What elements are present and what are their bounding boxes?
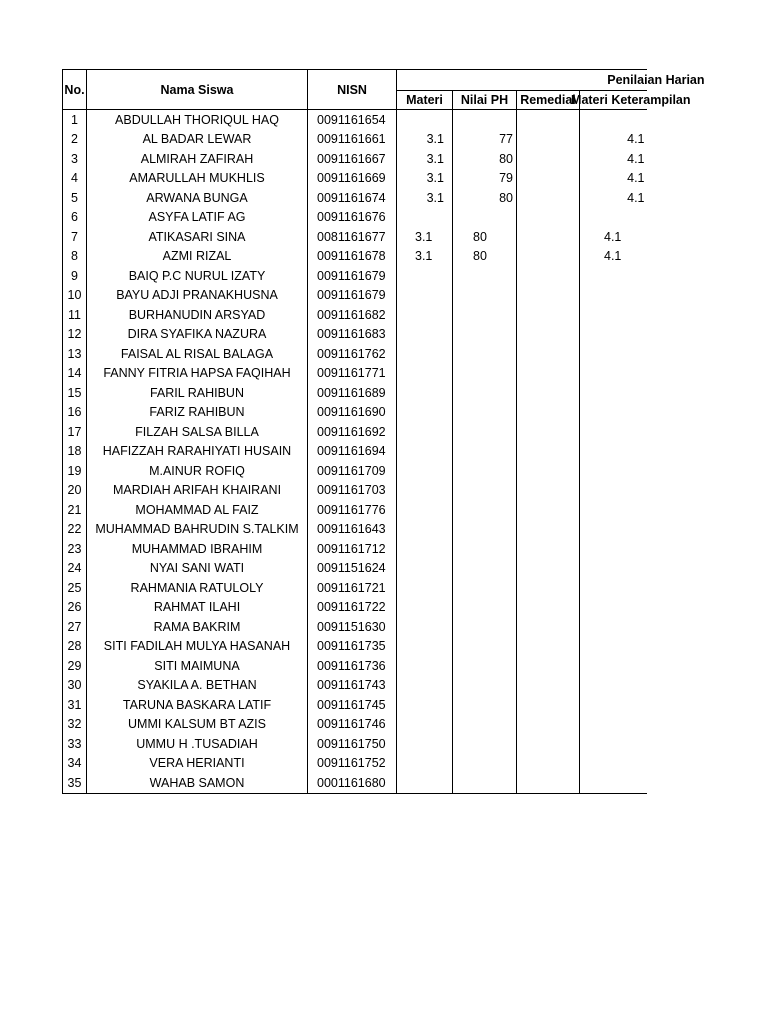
cell-nama-siswa[interactable]: FANNY FITRIA HAPSA FAQIHAH	[87, 364, 308, 384]
header-materi: Materi	[397, 91, 453, 110]
table-row[interactable]	[63, 715, 647, 735]
cell-no[interactable]: 30	[63, 676, 87, 696]
cell-no[interactable]: 12	[63, 325, 87, 345]
cell-materi-keterampilan[interactable]	[580, 500, 647, 520]
cell-remedial[interactable]	[517, 676, 580, 696]
cell-no[interactable]: 31	[63, 695, 87, 715]
cell-nama-siswa[interactable]: HAFIZZAH RARAHIYATI HUSAIN	[87, 442, 308, 462]
cell-nilai-ph[interactable]: 80	[453, 188, 517, 208]
cell-nisn[interactable]: 0091161676	[308, 208, 397, 228]
table-row[interactable]	[63, 461, 647, 481]
cell-nisn[interactable]: 0091161746	[308, 715, 397, 735]
cell-materi-keterampilan[interactable]	[580, 481, 647, 501]
cell-nama-siswa[interactable]: ARWANA BUNGA	[87, 188, 308, 208]
cell-materi-keterampilan[interactable]	[580, 773, 647, 793]
cell-remedial[interactable]	[517, 305, 580, 325]
cell-materi[interactable]	[397, 286, 453, 306]
cell-no[interactable]: 33	[63, 734, 87, 754]
cell-materi-keterampilan[interactable]	[580, 656, 647, 676]
cell-remedial[interactable]	[517, 715, 580, 735]
cell-materi-keterampilan[interactable]: 4.1	[627, 151, 645, 166]
cell-nisn[interactable]: 0091161661	[308, 130, 397, 150]
header-materi-keterampilan	[571, 91, 691, 110]
cell-nisn[interactable]: 0091161692	[308, 422, 397, 442]
table-row[interactable]	[63, 403, 647, 423]
table-row[interactable]	[63, 559, 647, 579]
cell-materi[interactable]	[397, 266, 453, 286]
cell-nilai-ph[interactable]	[453, 481, 517, 501]
cell-remedial[interactable]	[517, 461, 580, 481]
cell-nisn[interactable]: 0091161690	[308, 403, 397, 423]
cell-no[interactable]: 35	[63, 773, 87, 793]
cell-nama-siswa[interactable]: AMARULLAH MUKHLIS	[87, 169, 308, 189]
cell-materi[interactable]	[397, 500, 453, 520]
cell-materi[interactable]: 3.1	[397, 188, 453, 208]
cell-nisn[interactable]: 0091161703	[308, 481, 397, 501]
cell-materi[interactable]	[397, 734, 453, 754]
cell-materi[interactable]: 3.1	[397, 247, 453, 267]
header-penilaian-harian-text: Penilaian Harian	[607, 73, 705, 87]
cell-remedial[interactable]	[517, 383, 580, 403]
cell-remedial[interactable]	[517, 637, 580, 657]
cell-materi-keterampilan[interactable]: 4.1	[604, 229, 622, 244]
cell-materi[interactable]	[397, 754, 453, 774]
cell-materi[interactable]: 3.1	[397, 227, 453, 247]
table-row[interactable]	[63, 149, 647, 169]
table-row[interactable]	[63, 676, 647, 696]
cell-materi-keterampilan[interactable]	[580, 598, 647, 618]
cell-nama-siswa[interactable]: M.AINUR ROFIQ	[87, 461, 308, 481]
cell-no[interactable]: 27	[63, 617, 87, 637]
table-row[interactable]	[63, 325, 647, 345]
cell-nama-siswa[interactable]: ALMIRAH ZAFIRAH	[87, 149, 308, 169]
cell-materi-keterampilan[interactable]	[580, 461, 647, 481]
cell-nilai-ph[interactable]	[453, 656, 517, 676]
cell-remedial[interactable]	[517, 598, 580, 618]
header-remedial: Remedial	[517, 91, 580, 110]
cell-nilai-ph[interactable]	[453, 617, 517, 637]
cell-nilai-ph[interactable]	[453, 754, 517, 774]
cell-remedial[interactable]	[517, 247, 580, 267]
cell-materi-keterampilan[interactable]	[580, 266, 647, 286]
cell-nisn[interactable]: 0091161679	[308, 266, 397, 286]
cell-nama-siswa[interactable]: RAMA BAKRIM	[87, 617, 308, 637]
cell-nisn[interactable]: 0091161683	[308, 325, 397, 345]
table-row[interactable]	[63, 773, 647, 793]
cell-materi[interactable]	[397, 110, 453, 130]
cell-materi-keterampilan[interactable]: 4.1	[627, 190, 645, 205]
cell-no[interactable]: 7	[63, 227, 87, 247]
cell-nilai-ph[interactable]	[453, 695, 517, 715]
cell-remedial[interactable]	[517, 754, 580, 774]
table-row[interactable]	[63, 383, 647, 403]
cell-nama-siswa[interactable]: WAHAB SAMON	[87, 773, 308, 793]
cell-nilai-ph[interactable]	[453, 578, 517, 598]
cell-remedial[interactable]	[517, 130, 580, 150]
cell-nisn[interactable]: 0091151624	[308, 559, 397, 579]
cell-no[interactable]: 21	[63, 500, 87, 520]
cell-no[interactable]: 29	[63, 656, 87, 676]
cell-nilai-ph[interactable]	[453, 305, 517, 325]
cell-no[interactable]: 22	[63, 520, 87, 540]
cell-remedial[interactable]	[517, 169, 580, 189]
cell-nilai-ph[interactable]	[453, 286, 517, 306]
cell-nilai-ph[interactable]	[453, 520, 517, 540]
table-row[interactable]	[63, 344, 647, 364]
cell-remedial[interactable]	[517, 559, 580, 579]
cell-nisn[interactable]: 0091161674	[308, 188, 397, 208]
cell-nilai-ph[interactable]	[453, 325, 517, 345]
cell-remedial[interactable]	[517, 520, 580, 540]
cell-nilai-ph[interactable]	[453, 500, 517, 520]
cell-materi-keterampilan[interactable]	[580, 578, 647, 598]
cell-nama-siswa[interactable]: AZMI RIZAL	[87, 247, 308, 267]
table-row[interactable]	[63, 286, 647, 306]
cell-nama-siswa[interactable]: MUHAMMAD BAHRUDIN S.TALKIM	[87, 520, 308, 540]
cell-no[interactable]: 5	[63, 188, 87, 208]
cell-nama-siswa[interactable]: BAIQ P.C NURUL IZATY	[87, 266, 308, 286]
cell-materi-keterampilan[interactable]	[580, 539, 647, 559]
table-row[interactable]	[63, 734, 647, 754]
table-row[interactable]	[63, 637, 647, 657]
cell-nisn[interactable]: 0091161776	[308, 500, 397, 520]
cell-nilai-ph[interactable]	[453, 598, 517, 618]
cell-materi[interactable]	[397, 695, 453, 715]
cell-materi-keterampilan[interactable]: 4.1	[627, 132, 645, 147]
cell-remedial[interactable]	[517, 403, 580, 423]
cell-no[interactable]: 9	[63, 266, 87, 286]
cell-no[interactable]: 19	[63, 461, 87, 481]
cell-no[interactable]: 10	[63, 286, 87, 306]
cell-nisn[interactable]: 0091161709	[308, 461, 397, 481]
cell-nilai-ph[interactable]: 80	[453, 227, 517, 247]
cell-materi-keterampilan[interactable]	[580, 383, 647, 403]
cell-materi-keterampilan[interactable]	[580, 559, 647, 579]
cell-remedial[interactable]	[517, 734, 580, 754]
header-nilai-ph: Nilai PH	[453, 91, 517, 110]
table-row[interactable]	[63, 364, 647, 384]
cell-nama-siswa[interactable]: ATIKASARI SINA	[87, 227, 308, 247]
table-row[interactable]	[63, 617, 647, 637]
cell-no[interactable]: 17	[63, 422, 87, 442]
cell-no[interactable]: 34	[63, 754, 87, 774]
cell-no[interactable]: 14	[63, 364, 87, 384]
cell-nisn[interactable]: 0091161722	[308, 598, 397, 618]
cell-nisn[interactable]: 0091161735	[308, 637, 397, 657]
cell-nisn[interactable]: 0081161677	[308, 227, 397, 247]
cell-nisn[interactable]: 0091161643	[308, 520, 397, 540]
table-row[interactable]	[63, 539, 647, 559]
cell-nisn[interactable]: 0091161752	[308, 754, 397, 774]
cell-nilai-ph[interactable]	[453, 422, 517, 442]
cell-no[interactable]: 32	[63, 715, 87, 735]
cell-materi-keterampilan[interactable]	[580, 208, 647, 228]
cell-materi[interactable]	[397, 403, 453, 423]
cell-nisn[interactable]: 0091161745	[308, 695, 397, 715]
cell-no[interactable]: 2	[63, 130, 87, 150]
cell-nisn[interactable]: 0091161771	[308, 364, 397, 384]
grade-sheet	[62, 69, 705, 790]
cell-nilai-ph[interactable]	[453, 559, 517, 579]
cell-remedial[interactable]	[517, 578, 580, 598]
cell-nilai-ph[interactable]	[453, 715, 517, 735]
cell-remedial[interactable]	[517, 286, 580, 306]
table-row[interactable]	[63, 130, 647, 150]
table-row[interactable]	[63, 481, 647, 501]
header-nisn: NISN	[308, 70, 397, 110]
cell-materi[interactable]	[397, 383, 453, 403]
cell-nama-siswa[interactable]: BAYU ADJI PRANAKHUSNA	[87, 286, 308, 306]
table-row[interactable]	[63, 188, 647, 208]
cell-nilai-ph[interactable]	[453, 344, 517, 364]
table-row[interactable]	[63, 754, 647, 774]
cell-materi-keterampilan[interactable]	[580, 403, 647, 423]
cell-materi-keterampilan[interactable]: 4.1	[604, 249, 622, 264]
cell-nama-siswa[interactable]: SITI FADILAH MULYA HASANAH	[87, 637, 308, 657]
cell-materi[interactable]	[397, 539, 453, 559]
cell-materi[interactable]	[397, 461, 453, 481]
cell-materi-keterampilan[interactable]	[580, 325, 647, 345]
cell-nilai-ph[interactable]	[453, 266, 517, 286]
cell-remedial[interactable]	[517, 344, 580, 364]
cell-no[interactable]: 26	[63, 598, 87, 618]
cell-materi-keterampilan[interactable]	[580, 754, 647, 774]
cell-nisn[interactable]: 0091161762	[308, 344, 397, 364]
cell-nilai-ph[interactable]	[453, 734, 517, 754]
table-row[interactable]	[63, 656, 647, 676]
cell-nama-siswa[interactable]: UMMI KALSUM BT AZIS	[87, 715, 308, 735]
cell-no[interactable]: 6	[63, 208, 87, 228]
cell-nilai-ph[interactable]	[453, 364, 517, 384]
cell-no[interactable]: 8	[63, 247, 87, 267]
cell-nisn[interactable]: 0091161721	[308, 578, 397, 598]
cell-remedial[interactable]	[517, 773, 580, 793]
cell-nama-siswa[interactable]: MARDIAH ARIFAH KHAIRANI	[87, 481, 308, 501]
cell-materi[interactable]	[397, 617, 453, 637]
cell-nama-siswa[interactable]: NYAI SANI WATI	[87, 559, 308, 579]
table-row[interactable]	[63, 266, 647, 286]
cell-remedial[interactable]	[517, 110, 580, 130]
cell-materi-keterampilan[interactable]	[580, 344, 647, 364]
table-row[interactable]	[63, 578, 647, 598]
cell-remedial[interactable]	[517, 227, 580, 247]
cell-nama-siswa[interactable]: DIRA SYAFIKA NAZURA	[87, 325, 308, 345]
cell-nilai-ph[interactable]	[453, 676, 517, 696]
cell-remedial[interactable]	[517, 695, 580, 715]
cell-nisn[interactable]: 0091161679	[308, 286, 397, 306]
cell-nisn[interactable]: 0091161750	[308, 734, 397, 754]
cell-materi-keterampilan[interactable]	[580, 520, 647, 540]
cell-nilai-ph[interactable]: 79	[453, 169, 517, 189]
cell-nama-siswa[interactable]: UMMU H .TUSADIAH	[87, 734, 308, 754]
cell-no[interactable]: 20	[63, 481, 87, 501]
header-materi-keterampilan-text: Materi Keterampilan	[571, 93, 691, 107]
cell-materi[interactable]	[397, 559, 453, 579]
cell-remedial[interactable]	[517, 266, 580, 286]
cell-nilai-ph[interactable]	[453, 110, 517, 130]
cell-nama-siswa[interactable]: MUHAMMAD IBRAHIM	[87, 539, 308, 559]
table-row[interactable]	[63, 520, 647, 540]
cell-no[interactable]: 1	[63, 110, 87, 130]
header-nama-siswa: Nama Siswa	[87, 70, 308, 110]
cell-nama-siswa[interactable]: TARUNA BASKARA LATIF	[87, 695, 308, 715]
cell-materi[interactable]	[397, 520, 453, 540]
cell-materi-keterampilan[interactable]	[580, 110, 647, 130]
cell-materi[interactable]	[397, 656, 453, 676]
cell-materi[interactable]: 3.1	[397, 130, 453, 150]
cell-materi-keterampilan[interactable]	[580, 695, 647, 715]
cell-materi[interactable]	[397, 325, 453, 345]
cell-nama-siswa[interactable]: FARIL RAHIBUN	[87, 383, 308, 403]
cell-nama-siswa[interactable]: ASYFA LATIF AG	[87, 208, 308, 228]
cell-nilai-ph[interactable]	[453, 539, 517, 559]
cell-nilai-ph[interactable]	[453, 461, 517, 481]
cell-no[interactable]: 13	[63, 344, 87, 364]
cell-materi[interactable]	[397, 598, 453, 618]
cell-no[interactable]: 3	[63, 149, 87, 169]
cell-nisn[interactable]: 0091161712	[308, 539, 397, 559]
cell-nilai-ph[interactable]	[453, 208, 517, 228]
cell-materi[interactable]	[397, 364, 453, 384]
cell-nisn[interactable]: 0091161678	[308, 247, 397, 267]
cell-materi[interactable]	[397, 305, 453, 325]
cell-remedial[interactable]	[517, 617, 580, 637]
table-row[interactable]	[63, 442, 647, 462]
cell-nilai-ph[interactable]: 80	[453, 247, 517, 267]
cell-materi[interactable]	[397, 422, 453, 442]
cell-materi[interactable]	[397, 715, 453, 735]
cell-materi-keterampilan[interactable]	[580, 637, 647, 657]
cell-materi[interactable]	[397, 481, 453, 501]
cell-materi-keterampilan[interactable]	[580, 305, 647, 325]
cell-nisn[interactable]: 0091161694	[308, 442, 397, 462]
cell-nilai-ph[interactable]: 80	[453, 149, 517, 169]
cell-materi[interactable]	[397, 442, 453, 462]
cell-remedial[interactable]	[517, 500, 580, 520]
cell-materi[interactable]	[397, 344, 453, 364]
table-row[interactable]	[63, 169, 647, 189]
cell-nisn[interactable]: 0001161680	[308, 773, 397, 793]
cell-remedial[interactable]	[517, 149, 580, 169]
cell-nisn[interactable]: 0091161682	[308, 305, 397, 325]
cell-materi-keterampilan[interactable]	[580, 442, 647, 462]
cell-nilai-ph[interactable]	[453, 383, 517, 403]
cell-remedial[interactable]	[517, 364, 580, 384]
header-no: No.	[63, 70, 87, 110]
cell-nilai-ph[interactable]	[453, 442, 517, 462]
cell-materi[interactable]	[397, 578, 453, 598]
cell-nama-siswa[interactable]: FAISAL AL RISAL BALAGA	[87, 344, 308, 364]
table-row[interactable]	[63, 227, 647, 247]
student-table	[62, 69, 705, 794]
table-row[interactable]	[63, 598, 647, 618]
cell-nisn[interactable]: 0091161654	[308, 110, 397, 130]
cell-nama-siswa[interactable]: MOHAMMAD AL FAIZ	[87, 500, 308, 520]
header-row-1	[63, 70, 647, 91]
cell-remedial[interactable]	[517, 188, 580, 208]
cell-materi-keterampilan[interactable]	[580, 676, 647, 696]
cell-no[interactable]: 11	[63, 305, 87, 325]
table-row[interactable]	[63, 247, 647, 267]
cell-remedial[interactable]	[517, 481, 580, 501]
table-row[interactable]	[63, 695, 647, 715]
cell-nama-siswa[interactable]: RAHMANIA RATULOLY	[87, 578, 308, 598]
cell-remedial[interactable]	[517, 422, 580, 442]
cell-materi[interactable]	[397, 773, 453, 793]
cell-no[interactable]: 18	[63, 442, 87, 462]
table-row[interactable]	[63, 208, 647, 228]
cell-materi[interactable]	[397, 637, 453, 657]
cell-nisn[interactable]: 0091161667	[308, 149, 397, 169]
cell-nama-siswa[interactable]: BURHANUDIN ARSYAD	[87, 305, 308, 325]
cell-nama-siswa[interactable]: SYAKILA A. BETHAN	[87, 676, 308, 696]
cell-nama-siswa[interactable]: FILZAH SALSA BILLA	[87, 422, 308, 442]
cell-nilai-ph[interactable]	[453, 773, 517, 793]
cell-remedial[interactable]	[517, 325, 580, 345]
cell-materi-keterampilan[interactable]	[580, 617, 647, 637]
table-row[interactable]	[63, 305, 647, 325]
cell-nama-siswa[interactable]: AL BADAR LEWAR	[87, 130, 308, 150]
cell-materi-keterampilan[interactable]	[580, 422, 647, 442]
cell-no[interactable]: 4	[63, 169, 87, 189]
cell-nisn[interactable]: 0091161669	[308, 169, 397, 189]
cell-nama-siswa[interactable]: FARIZ RAHIBUN	[87, 403, 308, 423]
table-row[interactable]	[63, 110, 647, 130]
cell-materi-keterampilan[interactable]	[580, 734, 647, 754]
cell-materi-keterampilan[interactable]: 4.1	[627, 171, 645, 186]
cell-materi-keterampilan[interactable]	[580, 364, 647, 384]
cell-remedial[interactable]	[517, 539, 580, 559]
cell-no[interactable]: 25	[63, 578, 87, 598]
cell-nisn[interactable]: 0091161689	[308, 383, 397, 403]
cell-remedial[interactable]	[517, 208, 580, 228]
cell-materi-keterampilan[interactable]	[580, 715, 647, 735]
cell-nama-siswa[interactable]: VERA HERIANTI	[87, 754, 308, 774]
cell-no[interactable]: 15	[63, 383, 87, 403]
cell-nisn[interactable]: 0091161743	[308, 676, 397, 696]
cell-nilai-ph[interactable]: 77	[453, 130, 517, 150]
cell-nama-siswa[interactable]: ABDULLAH THORIQUL HAQ	[87, 110, 308, 130]
cell-materi[interactable]	[397, 208, 453, 228]
cell-nama-siswa[interactable]: RAHMAT ILAHI	[87, 598, 308, 618]
cell-nisn[interactable]: 0091151630	[308, 617, 397, 637]
header-penilaian-harian	[397, 70, 705, 91]
cell-remedial[interactable]	[517, 656, 580, 676]
cell-no[interactable]: 28	[63, 637, 87, 657]
cell-materi[interactable]: 3.1	[397, 169, 453, 189]
cell-nama-siswa[interactable]: SITI MAIMUNA	[87, 656, 308, 676]
cell-materi[interactable]	[397, 676, 453, 696]
cell-no[interactable]: 16	[63, 403, 87, 423]
cell-materi[interactable]: 3.1	[397, 149, 453, 169]
cell-no[interactable]: 24	[63, 559, 87, 579]
cell-materi-keterampilan[interactable]	[580, 286, 647, 306]
cell-nilai-ph[interactable]	[453, 403, 517, 423]
cell-nilai-ph[interactable]	[453, 637, 517, 657]
table-row[interactable]	[63, 500, 647, 520]
table-row[interactable]	[63, 422, 647, 442]
cell-no[interactable]: 23	[63, 539, 87, 559]
cell-remedial[interactable]	[517, 442, 580, 462]
cell-nisn[interactable]: 0091161736	[308, 656, 397, 676]
